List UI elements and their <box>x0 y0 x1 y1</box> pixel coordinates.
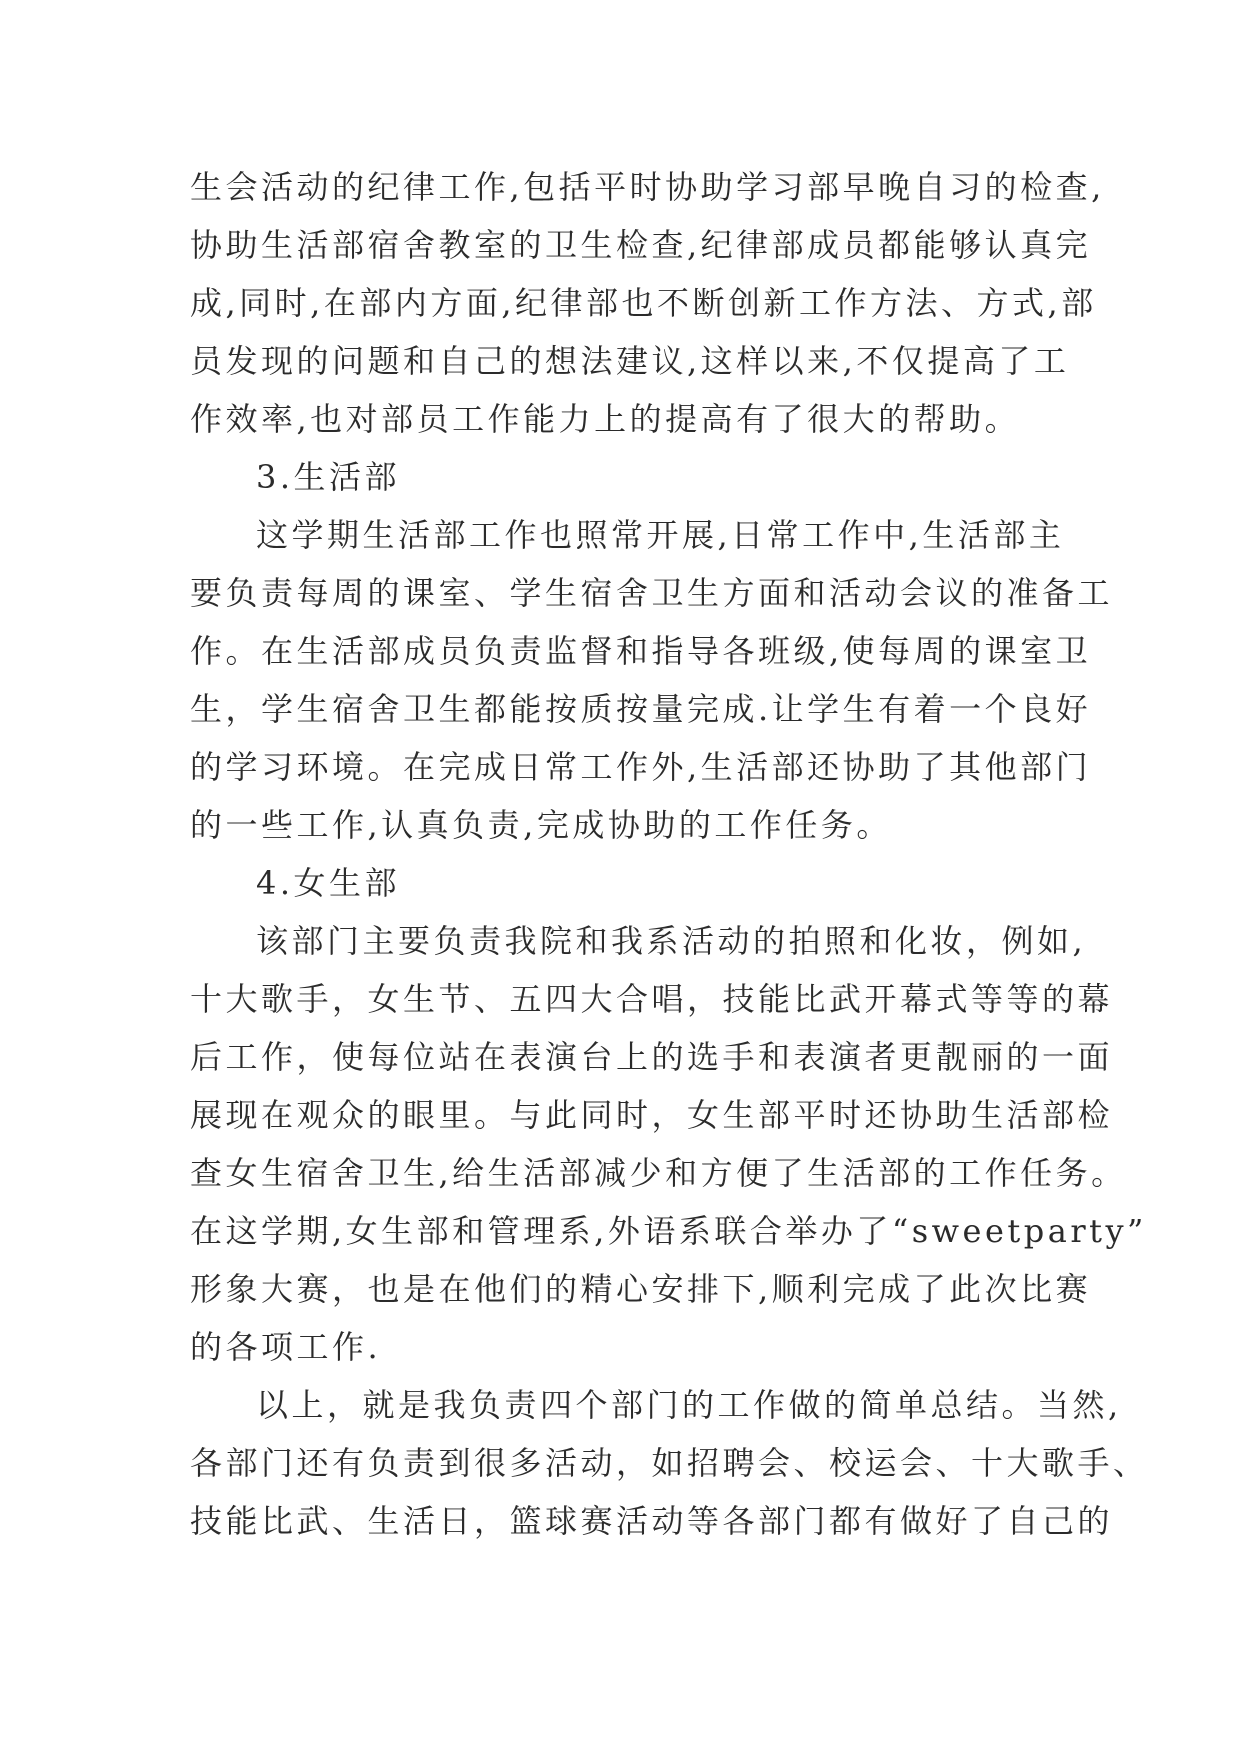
text-line: 该部门主要负责我院和我系活动的拍照和化妆，例如, <box>256 922 1087 960</box>
text-line: 生会活动的纪律工作,包括平时协助学习部早晚自习的检查, <box>190 168 1105 206</box>
text-line: 形象大赛，也是在他们的精心安排下,顺利完成了此次比赛 <box>190 1270 1092 1308</box>
text-line: 员发现的问题和自己的想法建议,这样以来,不仅提高了工 <box>190 342 1070 380</box>
text-line: 的一些工作,认真负责,完成协助的工作任务。 <box>190 806 892 844</box>
text-line: 协助生活部宿舍教室的卫生检查,纪律部成员都能够认真完 <box>190 226 1092 264</box>
text-line: 的各项工作. <box>190 1328 382 1366</box>
text-line: 以上，就是我负责四个部门的工作做的简单总结。当然, <box>256 1386 1122 1424</box>
text-line: 作。在生活部成员负责监督和指导各班级,使每周的课室卫 <box>190 632 1092 670</box>
text-line: 十大歌手，女生节、五四大合唱，技能比武开幕式等等的幕 <box>190 980 1114 1018</box>
text-line: 各部门还有负责到很多活动，如招聘会、校运会、十大歌手、 <box>190 1444 1149 1482</box>
section-heading-life-department: 3.生活部 <box>256 458 401 496</box>
text-line: 这学期生活部工作也照常开展,日常工作中,生活部主 <box>256 516 1065 554</box>
text-line: 生，学生宿舍卫生都能按质按量完成.让学生有着一个良好 <box>190 690 1092 728</box>
text-line: 后工作，使每位站在表演台上的选手和表演者更靓丽的一面 <box>190 1038 1114 1076</box>
text-line: 技能比武、生活日，篮球赛活动等各部门都有做好了自己的 <box>190 1502 1114 1540</box>
text-line: 成,同时,在部内方面,纪律部也不断创新工作方法、方式,部 <box>190 284 1097 322</box>
section-heading-female-department: 4.女生部 <box>256 864 401 902</box>
text-line: 在这学期,女生部和管理系,外语系联合举办了“sweetparty” <box>190 1212 1147 1250</box>
text-line: 要负责每周的课室、学生宿舍卫生方面和活动会议的准备工 <box>190 574 1114 612</box>
document-body <box>190 158 1149 1550</box>
text-line: 作效率,也对部员工作能力上的提高有了很大的帮助。 <box>190 400 1021 438</box>
text-line: 展现在观众的眼里。与此同时，女生部平时还协助生活部检 <box>190 1096 1114 1134</box>
text-line: 的学习环境。在完成日常工作外,生活部还协助了其他部门 <box>190 748 1092 786</box>
text-line: 查女生宿舍卫生,给生活部减少和方便了生活部的工作任务。 <box>190 1154 1127 1192</box>
